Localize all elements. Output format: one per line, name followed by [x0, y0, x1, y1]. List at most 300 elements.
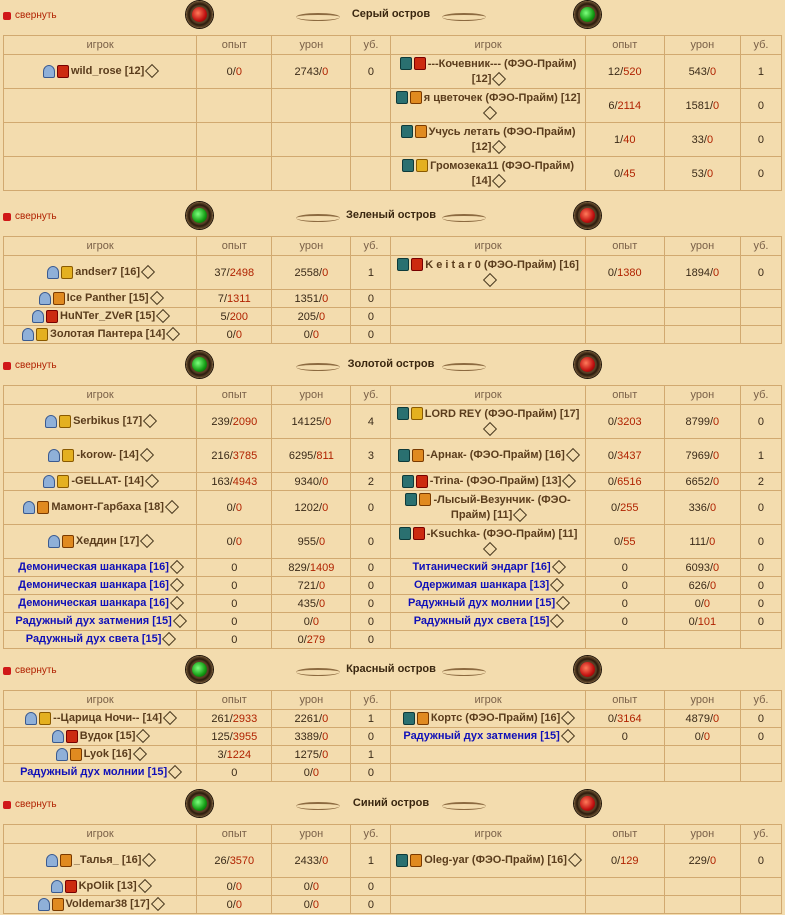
damage-dealt: 14125	[291, 415, 323, 428]
dmg-cell: 6295/811	[272, 439, 351, 473]
kills-cell	[351, 559, 391, 577]
dmg-cell	[664, 896, 740, 914]
exp-value: 0	[231, 597, 238, 610]
kills-cell	[351, 577, 391, 595]
player-cell	[4, 405, 197, 439]
kills-value: 0	[367, 597, 374, 610]
bot-name-link[interactable]: Радужный дух света [15]	[413, 615, 550, 627]
info-icon[interactable]	[550, 614, 564, 628]
table-header-row	[4, 825, 782, 844]
clan-icon[interactable]	[59, 415, 71, 428]
player-name-link[interactable]: --Царица Ночи-- [14]	[53, 712, 163, 724]
clan-icon[interactable]	[411, 407, 423, 420]
info-icon[interactable]	[483, 542, 497, 556]
table-row	[4, 326, 782, 344]
player-cell	[391, 525, 585, 559]
collapse-button[interactable]	[3, 10, 57, 21]
collapse-button[interactable]	[3, 360, 57, 371]
alignment-icon	[32, 310, 44, 323]
damage-dealt: 0	[694, 597, 701, 610]
bot-name-link[interactable]: Демоническая шанкара [16]	[18, 597, 169, 609]
info-icon[interactable]	[483, 106, 497, 120]
table-row	[4, 710, 782, 728]
kills-cell	[740, 631, 781, 649]
exp-total: 3955	[232, 730, 258, 743]
island-header	[0, 0, 785, 34]
kills-value: 0	[367, 65, 374, 78]
bot-name-link[interactable]: Демоническая шанкара [16]	[18, 561, 169, 573]
exp-cell	[585, 631, 664, 649]
damage-taken: 0	[325, 415, 332, 428]
damage-taken: 0	[713, 415, 720, 428]
exp-cell	[197, 89, 272, 123]
exp-value: 0	[231, 766, 238, 779]
player-name-link[interactable]: -GELLAT- [14]	[71, 475, 144, 487]
table-row	[4, 613, 782, 631]
info-icon[interactable]	[132, 747, 146, 761]
info-icon[interactable]	[492, 72, 506, 86]
damage-dealt: 626	[688, 579, 707, 592]
exp-cell	[197, 577, 272, 595]
column-header-player: игрок	[4, 386, 197, 405]
player-name-link[interactable]: -Trina- (ФЭО-Прайм) [13]	[429, 475, 562, 487]
info-icon[interactable]	[561, 729, 575, 743]
exp-gained: 0	[607, 449, 615, 462]
bot-name-link[interactable]: Демоническая шанкара [16]	[18, 579, 169, 591]
stats-table	[3, 35, 782, 191]
damage-dealt: 9340	[294, 475, 320, 488]
exp-total: 6516	[617, 475, 642, 488]
info-icon[interactable]	[492, 140, 506, 154]
table-row	[4, 439, 782, 473]
player-name-link[interactable]: Serbikus [17]	[73, 415, 143, 427]
kills-cell	[740, 326, 781, 344]
bot-name-link[interactable]: Радужный дух молнии [15]	[20, 766, 168, 778]
info-icon[interactable]	[136, 729, 150, 743]
dmg-cell	[664, 631, 740, 649]
ornament-right-icon	[442, 13, 486, 21]
info-icon[interactable]	[166, 327, 180, 341]
info-icon[interactable]	[142, 853, 156, 867]
table-row	[4, 157, 782, 191]
dmg-cell: 6652/0	[664, 473, 740, 491]
exp-cell	[585, 290, 664, 308]
bot-name-link[interactable]: Радужный дух затмения [15]	[403, 730, 560, 742]
clan-icon[interactable]	[411, 258, 423, 271]
kills-value: 2	[367, 475, 374, 488]
bot-name-link[interactable]: Одержимая шанкара [13]	[414, 579, 550, 591]
player-cell	[391, 613, 585, 631]
dmg-cell: 0/279	[272, 631, 351, 649]
dmg-cell: 1351/0	[272, 290, 351, 308]
collapse-button[interactable]	[3, 211, 57, 222]
player-cell	[391, 710, 585, 728]
table-row	[4, 896, 782, 914]
table-row	[4, 764, 782, 782]
column-header-kills: уб.	[351, 36, 391, 55]
exp-cell: 0/0	[197, 326, 272, 344]
collapse-button[interactable]	[3, 665, 57, 676]
player-name-link[interactable]: я цветочек (ФЭО-Прайм) [12]	[423, 91, 581, 104]
clan-icon[interactable]	[57, 475, 69, 488]
damage-taken: 0	[713, 712, 720, 725]
player-cell	[4, 710, 197, 728]
damage-dealt: 6295	[288, 449, 314, 462]
clan-icon[interactable]	[66, 730, 78, 743]
info-icon[interactable]	[163, 711, 177, 725]
player-cell	[391, 123, 585, 157]
info-icon[interactable]	[513, 508, 527, 522]
info-icon[interactable]	[141, 265, 155, 279]
player-name-link[interactable]: -Арнак- (ФЭО-Прайм) [16]	[426, 449, 565, 461]
info-icon[interactable]	[556, 596, 570, 610]
player-name-link[interactable]: Вудок [15]	[79, 730, 136, 742]
player-cell	[4, 844, 197, 878]
island-title: Зеленый остров	[345, 209, 437, 221]
info-icon[interactable]	[140, 534, 154, 548]
collapse-label: свернуть	[15, 10, 57, 21]
exp-cell: 239/2090	[197, 405, 272, 439]
dmg-cell: 7969/0	[664, 439, 740, 473]
clan-icon[interactable]	[62, 449, 74, 462]
kills-value: 4	[367, 415, 374, 428]
kills-cell	[351, 525, 391, 559]
dmg-cell: 1581/0	[664, 89, 740, 123]
kills-value: 0	[367, 310, 374, 323]
column-header-kills: уб.	[740, 386, 781, 405]
clan-icon[interactable]	[419, 493, 431, 506]
exp-cell: 12/520	[585, 55, 664, 89]
damage-taken: 0	[713, 561, 720, 574]
exp-cell: 216/3785	[197, 439, 272, 473]
player-name-link[interactable]: -Лысый-Везунчик- (ФЭО-Прайм) [11]	[433, 493, 571, 521]
clan-icon[interactable]	[57, 65, 69, 78]
ornament-left-icon	[296, 13, 340, 21]
bot-name-link[interactable]: Радужный дух молнии [15]	[408, 597, 556, 609]
damage-dealt: 543	[688, 65, 707, 78]
collapse-label: свернуть	[15, 665, 57, 676]
collapse-label: свернуть	[15, 799, 57, 810]
alignment-icon	[43, 65, 55, 78]
clan-icon[interactable]	[70, 748, 82, 761]
dmg-cell: 9340/0	[272, 473, 351, 491]
info-icon[interactable]	[151, 897, 165, 911]
exp-total: 520	[623, 65, 642, 78]
column-header-exp: опыт	[197, 691, 272, 710]
info-icon[interactable]	[156, 309, 170, 323]
alignment-icon	[403, 712, 415, 725]
player-name-link[interactable]: Кортс (ФЭО-Прайм) [16]	[430, 712, 561, 724]
exp-value: 0	[621, 561, 628, 574]
clan-icon[interactable]	[52, 898, 64, 911]
damage-dealt: 53	[691, 167, 704, 180]
kills-value: 0	[757, 535, 764, 548]
alignment-icon	[396, 854, 408, 867]
player-name-link[interactable]: Ice Panther [15]	[66, 292, 149, 304]
player-name-link[interactable]: -Ksuchka- (ФЭО-Прайм) [11]	[426, 527, 578, 540]
kills-value: 1	[367, 854, 374, 867]
kills-cell	[740, 710, 781, 728]
exp-cell: 261/2933	[197, 710, 272, 728]
kills-value: 0	[757, 579, 764, 592]
damage-taken: 101	[697, 615, 717, 628]
player-name-link[interactable]: ---Кочевник--- (ФЭО-Прайм) [12]	[427, 57, 577, 85]
info-icon[interactable]	[138, 879, 152, 893]
island-title-wrap	[296, 659, 486, 679]
damage-taken: 0	[322, 730, 329, 743]
info-icon[interactable]	[140, 448, 154, 462]
column-header-player: игрок	[391, 691, 585, 710]
player-name-link[interactable]: K e i t a r 0 (ФЭО-Прайм) [16]	[425, 258, 579, 271]
player-cell	[4, 577, 197, 595]
exp-total: 40	[623, 133, 636, 146]
exp-value: 0	[621, 597, 628, 610]
ornament-right-icon	[442, 214, 486, 222]
player-cell	[391, 878, 585, 896]
info-icon[interactable]	[568, 853, 582, 867]
damage-taken: 0	[703, 730, 710, 743]
info-icon[interactable]	[562, 474, 576, 488]
clan-icon[interactable]	[37, 501, 49, 514]
alignment-icon	[52, 730, 64, 743]
kills-value: 0	[367, 535, 374, 548]
dmg-cell: 1275/0	[272, 746, 351, 764]
column-header-player: игрок	[4, 825, 197, 844]
kills-cell	[740, 308, 781, 326]
dmg-cell	[272, 123, 351, 157]
info-icon[interactable]	[550, 578, 564, 592]
player-cell	[4, 157, 197, 191]
player-name-link[interactable]: Oleg-yar (ФЭО-Прайм) [16]	[424, 854, 567, 866]
table-row	[4, 525, 782, 559]
column-header-exp: опыт	[197, 386, 272, 405]
clan-icon[interactable]	[60, 854, 72, 867]
player-name-link[interactable]: HuNTer_ZVeR [15]	[60, 310, 156, 322]
info-icon[interactable]	[483, 422, 497, 436]
kills-cell	[351, 746, 391, 764]
info-icon[interactable]	[552, 560, 566, 574]
exp-total: 55	[623, 535, 636, 548]
info-icon[interactable]	[566, 448, 580, 462]
bot-name-link[interactable]: Радужный дух затмения [15]	[15, 615, 172, 627]
clan-icon[interactable]	[62, 535, 74, 548]
player-cell	[4, 764, 197, 782]
player-cell	[391, 290, 585, 308]
exp-cell	[585, 896, 664, 914]
collapse-button[interactable]	[3, 799, 57, 810]
info-icon[interactable]	[150, 291, 164, 305]
column-header-kills: уб.	[351, 386, 391, 405]
player-cell	[4, 473, 197, 491]
player-name-link[interactable]: -korow- [14]	[76, 449, 139, 461]
clan-icon[interactable]	[410, 91, 422, 104]
dmg-cell: 6093/0	[664, 559, 740, 577]
exp-cell: 1/40	[585, 123, 664, 157]
table-row	[4, 405, 782, 439]
player-name-link[interactable]: Громозека11 (ФЭО-Прайм) [14]	[430, 159, 574, 187]
dmg-cell: 111/0	[664, 525, 740, 559]
damage-taken: 0	[322, 854, 329, 867]
clan-icon[interactable]	[36, 328, 48, 341]
island-title: Серый остров	[351, 8, 431, 20]
info-icon[interactable]	[173, 614, 187, 628]
clan-icon[interactable]	[416, 475, 428, 488]
clan-icon[interactable]	[412, 449, 424, 462]
minus-icon	[3, 667, 11, 675]
team-right-emblem-icon	[574, 202, 601, 229]
kills-cell	[351, 728, 391, 746]
damage-taken: 0	[713, 475, 720, 488]
dmg-cell	[664, 746, 740, 764]
info-icon[interactable]	[170, 578, 184, 592]
clan-icon[interactable]	[417, 712, 429, 725]
info-icon[interactable]	[162, 632, 176, 646]
kills-cell	[740, 55, 781, 89]
exp-cell	[197, 613, 272, 631]
player-name-link[interactable]: KpOlik [13]	[78, 880, 137, 892]
dmg-cell: 8799/0	[664, 405, 740, 439]
player-name-link[interactable]: Lyok [16]	[83, 748, 132, 760]
column-header-dmg: урон	[664, 237, 740, 256]
exp-gained: 12	[607, 65, 621, 78]
exp-cell: 0/255	[585, 491, 664, 525]
table-header-row	[4, 237, 782, 256]
exp-cell: 0/129	[585, 844, 664, 878]
exp-gained: 1	[614, 133, 621, 146]
exp-cell: 125/3955	[197, 728, 272, 746]
table-row	[4, 559, 782, 577]
alignment-icon	[23, 501, 35, 514]
exp-cell: 0/0	[197, 491, 272, 525]
exp-value: 0	[621, 730, 628, 743]
exp-total: 0	[235, 328, 242, 341]
column-header-exp: опыт	[585, 825, 664, 844]
bot-name-link[interactable]: Радужный дух света [15]	[25, 633, 162, 645]
damage-taken: 279	[306, 633, 326, 646]
kills-value: 0	[757, 712, 764, 725]
alignment-icon	[47, 266, 59, 279]
exp-cell	[585, 764, 664, 782]
dmg-cell: 3389/0	[272, 728, 351, 746]
player-name-link[interactable]: LORD REY (ФЭО-Прайм) [17]	[424, 407, 580, 420]
damage-dealt: 4879	[685, 712, 710, 725]
player-name-link[interactable]: Золотая Пантера [14]	[50, 328, 166, 340]
player-name-link[interactable]: Voldemar38 [17]	[65, 898, 150, 910]
kills-cell	[351, 326, 391, 344]
player-cell	[391, 728, 585, 746]
team-right-emblem-icon	[574, 656, 601, 683]
exp-cell	[585, 326, 664, 344]
player-cell	[391, 844, 585, 878]
player-cell	[4, 256, 197, 290]
info-icon[interactable]	[145, 474, 159, 488]
info-icon[interactable]	[170, 560, 184, 574]
table-header-row	[4, 36, 782, 55]
ornament-left-icon	[296, 802, 340, 810]
clan-icon[interactable]	[65, 880, 77, 893]
player-cell	[391, 473, 585, 491]
player-name-link[interactable]: Мамонт-Гарбаха [18]	[51, 501, 164, 513]
damage-taken: 0	[703, 597, 710, 610]
damage-dealt: 6093	[685, 561, 710, 574]
kills-value: 0	[367, 292, 374, 305]
kills-value: 0	[367, 615, 374, 628]
damage-dealt: 0	[297, 633, 304, 646]
alignment-icon	[39, 292, 51, 305]
player-cell	[391, 308, 585, 326]
clan-icon[interactable]	[413, 527, 425, 540]
column-header-exp: опыт	[197, 36, 272, 55]
exp-gained: 7	[217, 292, 224, 305]
info-icon[interactable]	[168, 765, 182, 779]
clan-icon[interactable]	[53, 292, 65, 305]
column-header-player: игрок	[391, 386, 585, 405]
exp-value: 0	[231, 633, 238, 646]
info-icon[interactable]	[145, 64, 159, 78]
table-row	[4, 595, 782, 613]
island-section	[0, 789, 785, 911]
dmg-cell: 626/0	[664, 577, 740, 595]
player-name-link[interactable]: _Талья_ [16]	[73, 854, 142, 866]
damage-taken: 0	[319, 535, 326, 548]
clan-icon[interactable]	[414, 57, 426, 70]
exp-cell	[585, 878, 664, 896]
alignment-icon	[46, 854, 58, 867]
island-title-wrap	[296, 354, 486, 374]
damage-dealt: 1351	[294, 292, 320, 305]
info-icon[interactable]	[170, 596, 184, 610]
kills-cell	[740, 89, 781, 123]
info-icon[interactable]	[165, 500, 179, 514]
bot-name-link[interactable]: Титанический эндарг [16]	[412, 561, 551, 573]
kills-cell	[351, 844, 391, 878]
dmg-cell: 543/0	[664, 55, 740, 89]
team-right-emblem-icon	[574, 351, 601, 378]
kills-cell	[740, 896, 781, 914]
info-icon[interactable]	[143, 414, 157, 428]
player-name-link[interactable]: Учусь летать (ФЭО-Прайм) [12]	[428, 125, 576, 153]
kills-cell	[351, 439, 391, 473]
damage-dealt: 205	[297, 310, 316, 323]
damage-taken: 0	[706, 167, 714, 180]
info-icon[interactable]	[561, 711, 575, 725]
player-cell	[4, 525, 197, 559]
player-cell	[391, 439, 585, 473]
collapse-label: свернуть	[15, 360, 57, 371]
player-name-link[interactable]: Хеддин [17]	[75, 535, 140, 547]
clan-icon[interactable]	[39, 712, 51, 725]
exp-cell: 0/6516	[585, 473, 664, 491]
island-header	[0, 655, 785, 689]
kills-value: 0	[367, 579, 374, 592]
clan-icon[interactable]	[46, 310, 58, 323]
player-name-link[interactable]: wild_rose [12]	[70, 65, 145, 77]
info-icon[interactable]	[483, 273, 497, 287]
minus-icon	[3, 801, 11, 809]
column-header-exp: опыт	[585, 386, 664, 405]
dmg-cell: 2558/0	[272, 256, 351, 290]
clan-icon[interactable]	[416, 159, 428, 172]
exp-cell	[585, 577, 664, 595]
clan-icon[interactable]	[415, 125, 427, 138]
clan-icon[interactable]	[410, 854, 422, 867]
exp-gained: 0	[607, 266, 615, 279]
clan-icon[interactable]	[61, 266, 73, 279]
player-name-link[interactable]: andser7 [16]	[75, 266, 141, 278]
player-cell	[391, 491, 585, 525]
damage-dealt: 336	[688, 501, 707, 514]
info-icon[interactable]	[492, 174, 506, 188]
